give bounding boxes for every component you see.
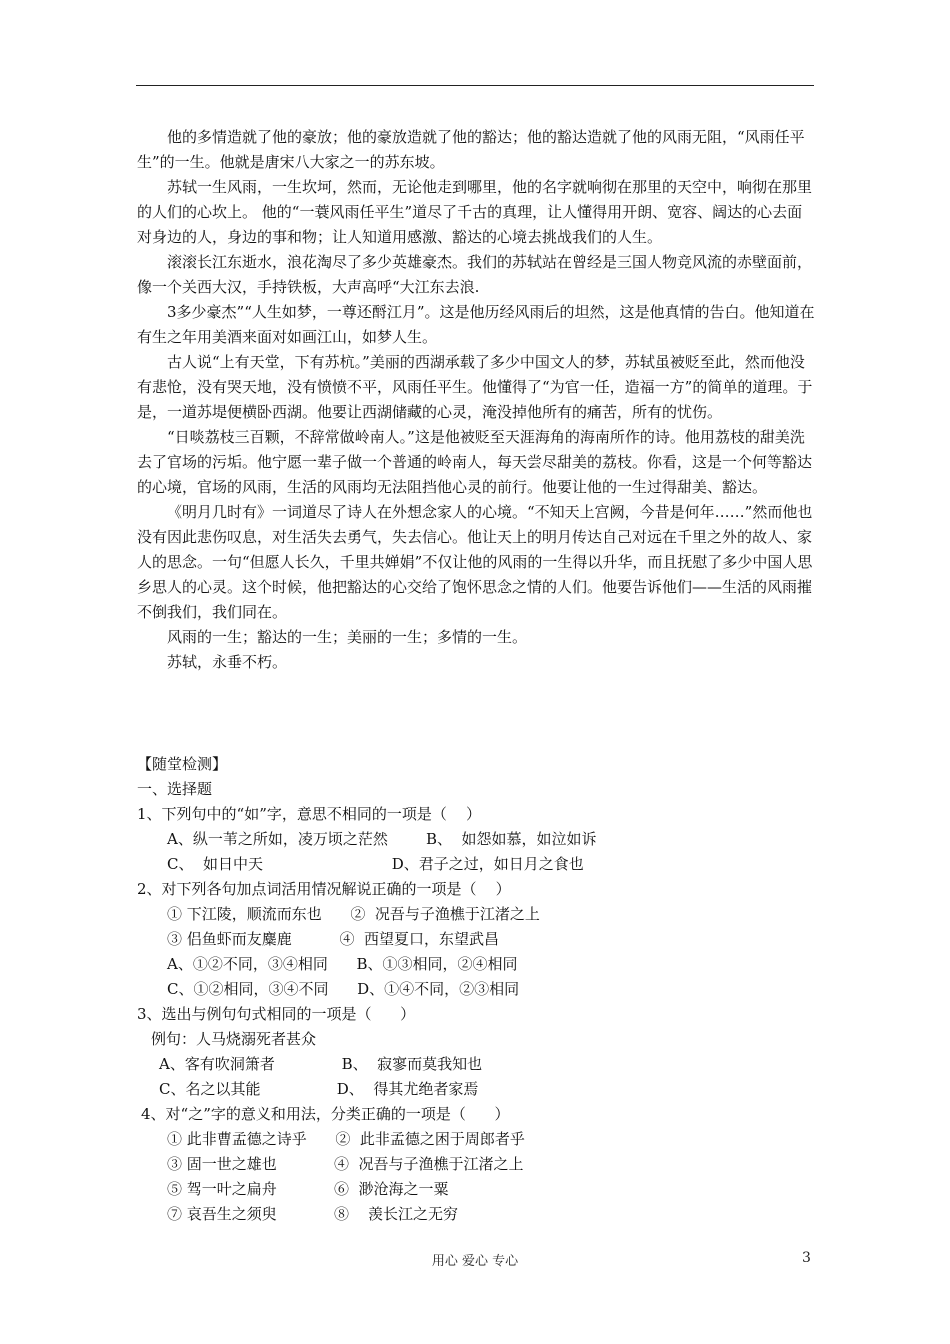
page-number: 3 xyxy=(802,1250,811,1266)
q2-options-cd: C、①②相同，③④不同 D、①④不同，②③相同 xyxy=(167,980,520,998)
section-title: 一、选择题 xyxy=(137,780,213,798)
exercise-heading: 【随堂检测】 xyxy=(137,755,228,773)
question-1: 1、下列句中的“如”字，意思不相同的一项是（ ） xyxy=(137,805,481,823)
q2-sentences-1: ① 下江陵，顺流而东也 ② 况吾与子渔樵于江渚之上 xyxy=(167,905,540,923)
q4-sentences-1: ① 此非曹孟德之诗乎 ② 此非孟德之困于周郎者乎 xyxy=(167,1130,525,1148)
paragraph: 古人说“上有天堂，下有苏杭。”美丽的西湖承载了多少中国文人的梦，苏轼虽被贬至此，然而他没有悲怆，没有哭天地，没有愤愤不平，风雨任平生。他懂得了“为官一任，造福一方”的简单的道理。于是，一道苏堤便横卧西湖。他要让西湖储藏的心灵，淹没掉他所有的痛苦，所有的忧伤。 xyxy=(137,353,813,421)
paragraph: 《明月几时有》一词道尽了诗人在外想念家人的心境。“不知天上宫阙，今昔是何年……”然而他也没有因此悲伤叹息，对生活失去勇气，失去信心。他让天上的明月传达自己对远在千里之外的故人、家人的思念。一句“但愿人长久，千里共婵娟”不仅让他的风雨的一生得以升华，而且抚慰了多少中国人思乡思人的心灵。这个时候，他把豁达的心交给了饱怀思念之情的人们。他要告诉他们——生活的风雨摧不倒我们，我们同在。 xyxy=(137,503,813,621)
q3-options-ab: A、客有吹洞箫者 B、 寂寥而莫我知也 xyxy=(159,1055,483,1073)
q4-sentences-2: ③ 固一世之雄也 ④ 况吾与子渔樵于江渚之上 xyxy=(167,1155,524,1173)
q4-sentences-3: ⑤ 驾一叶之扁舟 ⑥ 渺沧海之一粟 xyxy=(167,1180,449,1198)
paragraph: 3多少豪杰”“人生如梦，一尊还酹江月”。这是他历经风雨后的坦然，这是他真情的告白。他知道在有生之年用美酒来面对如画江山，如梦人生。 xyxy=(137,303,815,346)
q1-options-ab: A、纵一苇之所如，凌万顷之茫然 B、 如怨如慕，如泣如诉 xyxy=(167,830,597,848)
q1-options-cd: C、 如日中天 D、君子之过，如日月之食也 xyxy=(167,855,584,873)
q2-sentences-2: ③ 侣鱼虾而友麋鹿 ④ 西望夏口，东望武昌 xyxy=(167,930,499,948)
question-2: 2、对下列各句加点词活用情况解说正确的一项是（ ） xyxy=(137,880,511,898)
question-3: 3、选出与例句句式相同的一项是（ ） xyxy=(137,1005,416,1023)
q4-sentences-4: ⑦ 哀吾生之须臾 ⑧ 羡长江之无穷 xyxy=(167,1205,459,1223)
paragraph: 苏轼，永垂不朽。 xyxy=(167,653,288,671)
essay-body xyxy=(137,125,817,675)
page-footer: 用心 爱心 专心 xyxy=(431,1254,519,1269)
paragraph: 风雨的一生；豁达的一生；美丽的一生；多情的一生。 xyxy=(167,628,528,646)
header-rule xyxy=(136,85,814,86)
q3-example: 例句：人马烧溺死者甚众 xyxy=(151,1030,317,1048)
exercise-section xyxy=(137,752,817,1227)
q3-options-cd: C、名之以其能 D、 得其尤绝者家焉 xyxy=(159,1080,479,1098)
paragraph: 他的多情造就了他的豪放；他的豪放造就了他的豁达；他的豁达造就了他的风雨无阻，“风雨任平生”的一生。他就是唐宋八大家之一的苏东坡。 xyxy=(137,128,805,171)
question-4: 4、对“之”字的意义和用法，分类正确的一项是（ ） xyxy=(141,1105,510,1123)
paragraph: 滚滚长江东逝水，浪花淘尽了多少英雄豪杰。我们的苏轼站在曾经是三国人物竞风流的赤壁面前，像一个关西大汉，手持铁板，大声高呼“大江东去浪. xyxy=(137,253,813,296)
paragraph: “日啖荔枝三百颗，不辞常做岭南人。”这是他被贬至天涯海角的海南所作的诗。他用荔枝的甜美洗去了官场的污垢。他宁愿一辈子做一个普通的岭南人，每天尝尽甜美的荔枝。你看，这是一个何等豁达的心境，官场的风雨，生活的风雨均无法阻挡他心灵的前行。他要让他的一生过得甜美、豁达。 xyxy=(137,428,813,496)
paragraph: 苏轼一生风雨，一生坎坷，然而，无论他走到哪里，他的名字就响彻在那里的天空中，响彻在那里的人们的心坎上。 他的“一蓑风雨任平生”道尽了千古的真理，让人懂得用开朗、宽容、阔达的心去面对身边的人，身边的事和物；让人知道用感激、豁达的心境去挑战我们的人生。 xyxy=(137,178,813,246)
q2-options-ab: A、①②不同，③④相同 B、①③相同，②④相同 xyxy=(167,955,518,973)
